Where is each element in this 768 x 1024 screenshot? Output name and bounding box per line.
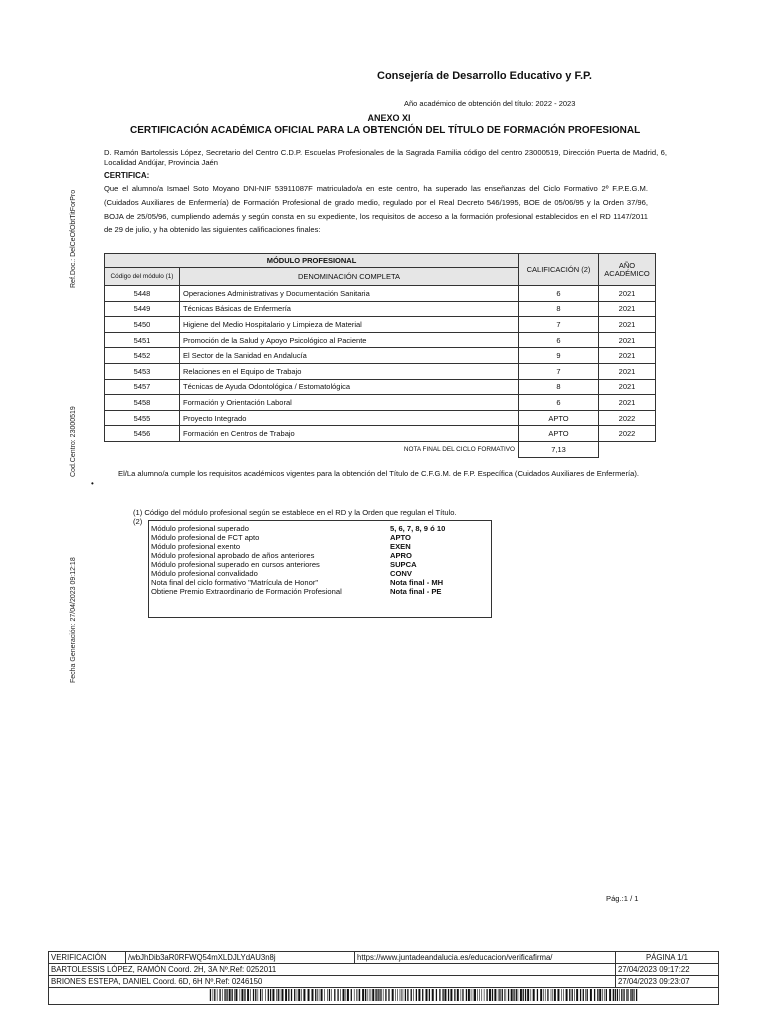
barcode-bar (498, 989, 499, 1001)
barcode-bar (634, 989, 635, 1001)
barcode-bar (518, 989, 519, 1001)
barcode-bar (226, 989, 227, 1001)
barcode-bar (594, 989, 595, 1001)
barcode-bar (473, 989, 474, 1001)
module-grade: 6 (519, 286, 599, 302)
legend-code: SUPCA (390, 560, 417, 569)
barcode-bar (513, 989, 514, 1001)
barcode-bar (537, 989, 538, 1001)
barcode-bar (617, 989, 618, 1001)
barcode-bar (210, 989, 211, 1001)
barcode-bar (439, 989, 440, 1001)
table-row (105, 348, 656, 364)
barcode-bar (405, 989, 406, 1001)
barcode-bar (626, 989, 627, 1001)
barcode-bar (580, 989, 581, 1001)
barcode-bar (636, 989, 637, 1001)
barcode-bar (628, 989, 629, 1001)
barcode-bar (334, 989, 335, 1001)
barcode-bar (462, 989, 463, 1001)
barcode-bar (422, 989, 423, 1001)
module-code: 5453 (105, 363, 180, 379)
legend-label: Módulo profesional superado en cursos anteriores (151, 560, 320, 569)
barcode-bar (340, 989, 341, 1001)
module-grade: 8 (519, 301, 599, 317)
module-name: Relaciones en el Equipo de Trabajo (180, 363, 519, 379)
legend-label: Obtiene Premio Extraordinario de Formación Profesional (151, 587, 342, 596)
module-grade: APTO (519, 426, 599, 442)
table-row (105, 363, 656, 379)
bullet-mark: • (91, 479, 94, 488)
barcode-bar (234, 989, 235, 1001)
barcode-bar (351, 989, 352, 1001)
barcode-bar (298, 989, 300, 1001)
barcode-bar (371, 989, 372, 1001)
module-year: 2021 (599, 332, 656, 348)
barcode-bar (615, 989, 616, 1001)
barcode-bar (369, 989, 370, 1001)
module-code: 5456 (105, 426, 180, 442)
signature-page: PÁGINA 1/1 (616, 952, 719, 964)
module-name: Técnicas de Ayuda Odontológica / Estomatológica (180, 379, 519, 395)
barcode-bar (383, 989, 384, 1001)
barcode-bar (262, 989, 263, 1001)
module-name: Higiene del Medio Hospitalario y Limpieza de Material (180, 317, 519, 333)
barcode-bar (407, 989, 408, 1001)
barcode-bar (457, 989, 459, 1001)
legend-code: EXEN (390, 542, 411, 551)
barcode-bar (280, 989, 281, 1001)
barcode-bar (365, 989, 366, 1001)
side-centro-label: Cod.Centro: 23000519 (70, 406, 77, 477)
barcode-bar (285, 989, 287, 1001)
barcode-bar (547, 989, 548, 1001)
module-year: 2021 (599, 348, 656, 364)
legend-code: APTO (390, 533, 411, 542)
barcode-bar (540, 989, 542, 1001)
barcode-bar (425, 989, 427, 1001)
module-year: 2021 (599, 301, 656, 317)
barcode-bar (523, 989, 524, 1001)
module-name: Formación y Orientación Laboral (180, 395, 519, 411)
barcode-bar (599, 989, 601, 1001)
final-blank (105, 441, 180, 457)
barcode-bar (401, 989, 402, 1001)
barcode-bar (516, 989, 517, 1001)
barcode-bar (244, 989, 245, 1001)
module-code: 5455 (105, 410, 180, 426)
table-row (105, 410, 656, 426)
barcode-bar (247, 989, 249, 1001)
barcode-bar (531, 989, 532, 1001)
barcode-bar (311, 989, 313, 1001)
barcode-bar (315, 989, 316, 1001)
barcode-bar (499, 989, 500, 1001)
barcode-bar (278, 989, 279, 1001)
module-grade: 6 (519, 395, 599, 411)
barcode-bar (561, 989, 562, 1001)
barcode-icon (51, 989, 716, 1001)
barcode-bar (219, 989, 220, 1001)
barcode-bar (432, 989, 434, 1001)
module-year: 2021 (599, 286, 656, 302)
table-row (105, 286, 656, 302)
legend-code: CONV (390, 569, 412, 578)
barcode-bar (376, 989, 377, 1001)
module-code: 5448 (105, 286, 180, 302)
barcode-bar (502, 989, 503, 1001)
year-header: AÑO ACADÉMICO (599, 254, 656, 286)
barcode-bar (552, 989, 553, 1001)
footnote-1: (1) Código del módulo profesional según se establece en el RD y la Orden que regulan el Título. (133, 508, 457, 517)
barcode-bar (281, 989, 283, 1001)
barcode-bar (362, 989, 364, 1001)
module-code: 5449 (105, 301, 180, 317)
department-title: Consejería de Desarrollo Educativo y F.P. (377, 70, 592, 82)
module-grade: 8 (519, 379, 599, 395)
barcode-bar (479, 989, 480, 1001)
barcode-bar (321, 989, 323, 1001)
final-grade-row (105, 441, 656, 457)
barcode-bar (303, 989, 305, 1001)
barcode-bar (372, 989, 374, 1001)
barcode-bar (331, 989, 332, 1001)
barcode-bar (327, 989, 328, 1001)
barcode-bar (378, 989, 379, 1001)
barcode-bar (276, 989, 277, 1001)
module-grade: 7 (519, 317, 599, 333)
barcode-bar (477, 989, 478, 1001)
barcode-bar (489, 989, 491, 1001)
side-ref-label: Ref.Doc.: DelCeOfObtTitForPro (70, 189, 77, 288)
barcode-bar (606, 989, 607, 1001)
barcode-bar (288, 989, 289, 1001)
signer-2-date: 27/04/2023 09:23:07 (616, 976, 719, 988)
barcode-bar (301, 989, 302, 1001)
verification-url[interactable]: https://www.juntadeandalucia.es/educacion/verificafirma/ (355, 952, 616, 964)
legend-label: Nota final del ciclo formativo "Matrícula de Honor" (151, 578, 319, 587)
academic-year-line: Año académico de obtención del título: 2022 - 2023 (404, 99, 576, 108)
module-header: MÓDULO PROFESIONAL (105, 254, 519, 268)
verification-code: /wbJhDib3aR0RFWQ54mXLDJLYdAU3n8j (126, 952, 355, 964)
table-row (105, 301, 656, 317)
barcode-bar (572, 989, 573, 1001)
table-row (105, 395, 656, 411)
barcode-bar (508, 989, 509, 1001)
legend-label: Módulo profesional convalidado (151, 569, 258, 578)
barcode-bar (492, 989, 493, 1001)
barcode-bar (543, 989, 544, 1001)
module-name: Formación en Centros de Trabajo (180, 426, 519, 442)
barcode-bar (253, 989, 254, 1001)
name-header: DENOMINACIÓN COMPLETA (180, 268, 519, 286)
barcode-bar (343, 989, 345, 1001)
legend-code: Nota final - PE (390, 587, 442, 596)
module-year: 2021 (599, 379, 656, 395)
module-name: Promoción de la Salud y Apoyo Psicológico al Paciente (180, 332, 519, 348)
barcode-bar (587, 989, 588, 1001)
barcode-bar (222, 989, 223, 1001)
barcode-bar (436, 989, 437, 1001)
barcode-bar (258, 989, 259, 1001)
module-name: Proyecto Integrado (180, 410, 519, 426)
legend-label: Módulo profesional superado (151, 524, 249, 533)
barcode-bar (574, 989, 575, 1001)
table-row (105, 317, 656, 333)
module-grade: 6 (519, 332, 599, 348)
certifica-label: CERTIFICA: (104, 171, 150, 180)
table-row (105, 332, 656, 348)
barcode-bar (297, 989, 298, 1001)
barcode-bar (557, 989, 559, 1001)
secretary-intro: D. Ramón Bartolessis López, Secretario del Centro C.D.P. Escuelas Profesionales de la Sagrada Familia código del centro 23000519, Dirección Puerta de Madrid, 6, Localidad Andújar, Provincia Jaén (104, 148, 667, 167)
barcode-bar (232, 989, 233, 1001)
barcode-bar (400, 989, 401, 1001)
barcode-bar (411, 989, 412, 1001)
module-grade: APTO (519, 410, 599, 426)
barcode-bar (466, 989, 467, 1001)
barcode-bar (291, 989, 292, 1001)
barcode-bar (442, 989, 443, 1001)
barcode-bar (319, 989, 320, 1001)
barcode-bar (240, 989, 241, 1001)
legend-code: 5, 6, 7, 8, 9 ó 10 (390, 524, 446, 533)
table-row (105, 426, 656, 442)
barcode-bar (272, 989, 274, 1001)
barcode-bar (229, 989, 231, 1001)
barcode-bar (609, 989, 611, 1001)
barcode-bar (213, 989, 214, 1001)
barcode-bar (265, 989, 266, 1001)
barcode-bar (494, 989, 496, 1001)
barcode-bar (358, 989, 359, 1001)
final-grade-value: 7,13 (519, 441, 599, 457)
barcode-bar (613, 989, 614, 1001)
module-grade: 9 (519, 348, 599, 364)
signer-2: BRIONES ESTEPA, DANIEL Coord. 6D, 6H Nº.Ref: 0246150 (49, 976, 616, 988)
barcode-bar (217, 989, 218, 1001)
final-blank (599, 441, 656, 457)
barcode-bar (461, 989, 462, 1001)
module-year: 2022 (599, 426, 656, 442)
barcode-bar (346, 989, 347, 1001)
barcode-bar (597, 989, 598, 1001)
barcode-bar (367, 989, 368, 1001)
barcode-bar (590, 989, 592, 1001)
barcode-bar (255, 989, 256, 1001)
module-year: 2021 (599, 363, 656, 379)
barcode-bar (533, 989, 535, 1001)
grade-header: CALIFICACIÓN (2) (519, 254, 599, 286)
barcode-bar (551, 989, 552, 1001)
signer-1-date: 27/04/2023 09:17:22 (616, 964, 719, 976)
barcode-bar (585, 989, 586, 1001)
barcode-bar (468, 989, 470, 1001)
code-header: Código del módulo (1) (105, 268, 180, 286)
module-code: 5452 (105, 348, 180, 364)
table-row (105, 379, 656, 395)
certification-title: CERTIFICACIÓN ACADÉMICA OFICIAL PARA LA OBTENCIÓN DEL TÍTULO DE FORMACIÓN PROFESIONAL (130, 125, 641, 136)
module-year: 2021 (599, 317, 656, 333)
module-code: 5458 (105, 395, 180, 411)
barcode-cell (49, 988, 719, 1005)
barcode-bar (632, 989, 633, 1001)
signer-1: BARTOLESSIS LÓPEZ, RAMÓN Coord. 2H, 3A Nº.Ref: 0252011 (49, 964, 616, 976)
barcode-bar (395, 989, 396, 1001)
barcode-bar (270, 989, 271, 1001)
barcode-bar (324, 989, 325, 1001)
grade-legend (148, 520, 492, 618)
barcode-bar (486, 989, 487, 1001)
barcode-bar (418, 989, 420, 1001)
barcode-bar (454, 989, 455, 1001)
legend-label: Módulo profesional exento (151, 542, 241, 551)
final-grade-label: NOTA FINAL DEL CICLO FORMATIVO (180, 441, 519, 457)
legend-code: APRO (390, 551, 412, 560)
barcode-bar (602, 989, 603, 1001)
verification-label: VERIFICACIÓN (49, 952, 126, 964)
barcode-bar (621, 989, 622, 1001)
barcode-bar (241, 989, 243, 1001)
barcode-bar (235, 989, 237, 1001)
barcode-bar (448, 989, 449, 1001)
module-code: 5457 (105, 379, 180, 395)
requirements-text: El/La alumno/a cumple los requisitos académicos vigentes para la obtención del Título de C.F.G.M. de F.P. Específica (Cuidados Auxiliares de Enfermería). (118, 469, 639, 478)
barcode-bar (359, 989, 360, 1001)
barcode-bar (385, 989, 386, 1001)
barcode-bar (484, 989, 485, 1001)
barcode-bar (337, 989, 338, 1001)
legend-label: Módulo profesional de FCT apto (151, 533, 260, 542)
barcode-bar (471, 989, 472, 1001)
barcode-bar (308, 989, 310, 1001)
barcode-bar (375, 989, 376, 1001)
barcode-bar (403, 989, 404, 1001)
barcode-bar (583, 989, 584, 1001)
module-code: 5451 (105, 332, 180, 348)
barcode-bar (525, 989, 526, 1001)
barcode-bar (416, 989, 417, 1001)
barcode-bar (397, 989, 398, 1001)
barcode-bar (576, 989, 578, 1001)
barcode-bar (481, 989, 482, 1001)
module-year: 2021 (599, 395, 656, 411)
barcode-bar (554, 989, 556, 1001)
barcode-bar (619, 989, 620, 1001)
barcode-bar (630, 989, 631, 1001)
barcode-bar (527, 989, 529, 1001)
side-fecha-label: Fecha Generación: 27/04/2023 09:12:18 (70, 557, 77, 683)
barcode-bar (392, 989, 394, 1001)
barcode-bar (354, 989, 355, 1001)
page-number: Pág.:1 / 1 (606, 894, 639, 903)
module-code: 5450 (105, 317, 180, 333)
barcode-bar (506, 989, 507, 1001)
barcode-bar (504, 989, 505, 1001)
barcode-bar (569, 989, 570, 1001)
barcode-bar (520, 989, 522, 1001)
grades-table (104, 253, 656, 458)
module-name: El Sector de la Sanidad en Andalucía (180, 348, 519, 364)
annex-label: ANEXO XI (367, 113, 411, 123)
module-year: 2022 (599, 410, 656, 426)
barcode-bar (224, 989, 225, 1001)
barcode-bar (356, 989, 357, 1001)
barcode-bar (294, 989, 295, 1001)
footnote-2: (2) (133, 517, 143, 526)
barcode-bar (511, 989, 513, 1001)
barcode-bar (604, 989, 605, 1001)
barcode-bar (566, 989, 568, 1001)
barcode-bar (250, 989, 251, 1001)
barcode-bar (429, 989, 430, 1001)
module-grade: 7 (519, 363, 599, 379)
barcode-bar (317, 989, 318, 1001)
barcode-bar (450, 989, 452, 1001)
barcode-bar (260, 989, 261, 1001)
barcode-bar (329, 989, 330, 1001)
legend-label: Módulo profesional aprobado de años anteriores (151, 551, 315, 560)
signature-table (48, 951, 719, 1005)
barcode-bar (380, 989, 381, 1001)
barcode-bar (268, 989, 269, 1001)
barcode-bar (413, 989, 414, 1001)
barcode-bar (388, 989, 389, 1001)
barcode-bar (563, 989, 564, 1001)
legend-code: Nota final - MH (390, 578, 444, 587)
certification-body: Que el alumno/a Ismael Soto Moyano DNI-NIF 53911087F matriculado/a en este centro, ha superado las enseñanzas del Ciclo Formativo 2º F.P.E.G.M. (Cuidados Auxiliares de Enfermería) de Formación Profesional de grado medio, regulado por el Real Decreto 546/1995, BOE de 05/06/95 y la Orden 37/96, BOJA de 25/05/96, cumpliendo además y según consta en su expediente, los requisitos de acceso a la formación profesional establecidos en el RD 1147/2011 de 29 de julio, y ha obtenido las siguientes calificaciones finales: (104, 184, 648, 235)
barcode-bar (474, 989, 476, 1001)
module-name: Técnicas Básicas de Enfermería (180, 301, 519, 317)
barcode-bar (444, 989, 446, 1001)
barcode-bar (347, 989, 349, 1001)
barcode-bar (545, 989, 546, 1001)
barcode-bar (214, 989, 215, 1001)
module-name: Operaciones Administrativas y Documentación Sanitaria (180, 286, 519, 302)
barcode-bar (623, 989, 624, 1001)
